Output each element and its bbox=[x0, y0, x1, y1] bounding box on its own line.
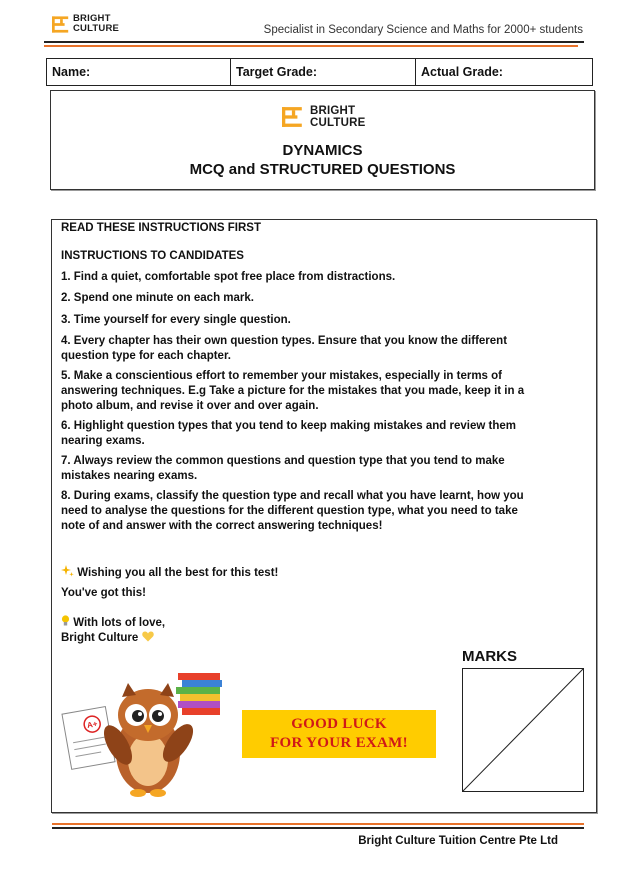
title-logo-line2: CULTURE bbox=[310, 116, 366, 129]
signature-line bbox=[61, 631, 531, 646]
instruction-item: 5. Make a conscientious effort to remember your mistakes, especially in terms of answering techniques. E.g Take a picture for the mistakes that you made, keep it in a photo album, and revise it over and over again. bbox=[61, 370, 525, 412]
good-luck-line1: GOOD LUCK bbox=[291, 716, 387, 732]
instruction-item: 7. Always review the common questions and question type that you tend to make mistakes nearing exams. bbox=[61, 455, 505, 482]
owl-illustration bbox=[58, 665, 234, 800]
paper-grade: A+ bbox=[86, 719, 99, 730]
logo-line2: CULTURE bbox=[73, 23, 120, 34]
marks-box[interactable] bbox=[462, 668, 584, 792]
instruction-item: 3. Time yourself for every single question. bbox=[61, 314, 291, 326]
love-line bbox=[61, 615, 531, 631]
footer-company: Bright Culture Tuition Centre Pte Ltd bbox=[358, 835, 558, 847]
footer-divider-orange bbox=[52, 823, 584, 825]
actual-grade-field[interactable] bbox=[416, 59, 592, 85]
good-luck-banner bbox=[242, 710, 436, 758]
instructions-subheading: INSTRUCTIONS TO CANDIDATES bbox=[61, 250, 244, 262]
book-stack bbox=[176, 673, 222, 715]
header-tagline: Specialist in Secondary Science and Maths for 2000+ students bbox=[263, 24, 583, 36]
target-grade-field[interactable] bbox=[231, 59, 416, 85]
good-luck-line2: FOR YOUR EXAM! bbox=[270, 735, 408, 751]
page-title: DYNAMICS bbox=[282, 142, 363, 159]
footer-divider-dark bbox=[52, 827, 584, 829]
name-label: Name: bbox=[52, 65, 91, 79]
header-logo bbox=[52, 14, 132, 36]
title-logo-line1: BRIGHT bbox=[310, 105, 356, 117]
grade-table bbox=[46, 58, 593, 86]
instructions-heading: READ THESE INSTRUCTIONS FIRST bbox=[61, 222, 261, 234]
yellow-heart-icon bbox=[142, 631, 154, 642]
name-field[interactable] bbox=[47, 59, 231, 85]
header-divider-dark bbox=[44, 41, 584, 43]
instruction-item: 6. Highlight question types that you tend to keep making mistakes and review them nearing exams. bbox=[61, 420, 516, 447]
instruction-item: 8. During exams, classify the question type and recall what you have learnt, how you need to analyse the questions for the different question type, what you need to take note of and answer with the correct answering techniques! bbox=[61, 490, 524, 532]
instruction-item: 4. Every chapter has their own question types. Ensure that you know the different question type for each chapter. bbox=[61, 335, 508, 362]
sparkles-icon bbox=[61, 565, 74, 577]
actual-grade-label: Actual Grade: bbox=[421, 65, 503, 79]
bright-culture-logo-icon bbox=[52, 15, 70, 34]
signature-text: Bright Culture bbox=[61, 632, 139, 644]
wish-line bbox=[61, 565, 531, 581]
wish-text: Wishing you all the best for this test! bbox=[77, 567, 279, 579]
page-subtitle: MCQ and STRUCTURED QUESTIONS bbox=[189, 161, 456, 178]
instruction-item: 2. Spend one minute on each mark. bbox=[61, 292, 254, 304]
title-logo bbox=[282, 105, 382, 131]
love-text: With lots of love, bbox=[73, 617, 166, 629]
instruction-item: 1. Find a quiet, comfortable spot free place from distractions. bbox=[61, 271, 396, 283]
target-grade-label: Target Grade: bbox=[236, 65, 318, 79]
bright-culture-logo-icon bbox=[282, 106, 304, 128]
got-this-text: You've got this! bbox=[61, 587, 146, 599]
header-divider-orange bbox=[44, 45, 578, 47]
logo-line1: BRIGHT bbox=[73, 13, 111, 24]
marks-label: MARKS bbox=[462, 648, 517, 665]
lightbulb-icon bbox=[61, 615, 70, 627]
